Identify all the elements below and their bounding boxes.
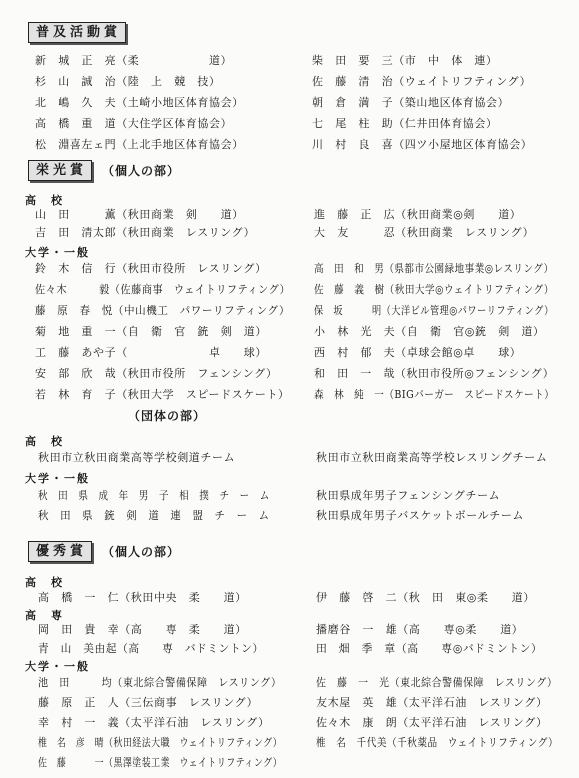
- award-entry: 川 村 良 喜（四ツ小屋地区体育協会）: [312, 138, 533, 151]
- award-entry: 吉 田 清太郎（秋田商業 レスリング）: [35, 226, 256, 239]
- award-entry: 椎 名 彦 晴（秋田経法大職 ウェイトリフティング）: [38, 736, 283, 749]
- award-entry: 岡 田 貴 幸（高 専 柔 道）: [38, 623, 247, 636]
- subhead-daigaku: 大学・一般: [25, 472, 90, 485]
- award-entry: 藤 原 正 人（三伝商事 レスリング）: [38, 696, 259, 709]
- award-entry: 柴 田 要 三（市 中 体 連）: [312, 54, 498, 67]
- award-entry: 椎 名 千代美（千秋薬品 ウェイトリフティング）: [316, 736, 559, 749]
- award-entry: 小 林 光 夫（自 衛 官◎銃 剣 道）: [314, 325, 545, 338]
- award-entry: 友木屋 英 雄（太平洋石油 レスリング）: [316, 696, 548, 709]
- award-entry: 佐々木 毅（佐藤商事 ウェイトリフティング）: [35, 283, 291, 296]
- section-fukyu: [28, 22, 126, 43]
- subhead-koko: 高 校: [25, 194, 64, 207]
- award-entry: 高 田 和 男（県都市公園緑地事業◎レスリング）: [314, 262, 554, 275]
- award-entry: 池 田 均（東北綜合警備保障 レスリング）: [38, 676, 282, 689]
- award-entry: 杉 山 誠 治（陸 上 競 技）: [35, 75, 221, 88]
- award-entry: 工 藤 あや子（ 卓 球）: [35, 346, 267, 359]
- award-entry: 藤 原 春 悦（中山機工 パワーリフティング）: [35, 304, 291, 317]
- subhead-kosen: 高 専: [25, 609, 64, 622]
- award-entry: 新 城 正 亮（柔 道）: [35, 54, 233, 67]
- award-entry: 七 尾 柱 助（仁井田体育協会）: [312, 117, 498, 130]
- award-entry: 播磨谷 一 雄（高 専◎柔 道）: [316, 623, 524, 636]
- award-entry: 佐 藤 一 光（東北綜合警備保障 レスリング）: [316, 676, 558, 689]
- award-entry: 高 橋 一 仁（秋田中央 柔 道）: [38, 591, 247, 604]
- award-entry: 佐 藤 義 樹（秋田大学◎ウェイトリフティング）: [314, 283, 554, 296]
- award-entry: 山 田 薫（秋田商業 剣 道）: [35, 208, 244, 221]
- award-entry: 大 友 忍（秋田商業 レスリング）: [314, 226, 535, 239]
- award-entry: 松 淵喜左ェ門（上北手地区体育協会）: [35, 138, 244, 151]
- award-entry: 保 坂 明（大洋ビル管理◎パワーリフティング）: [314, 304, 554, 317]
- award-entry: 和 田 一 哉（秋田市役所◎フェンシング）: [314, 367, 555, 380]
- award-entry: 秋田県成年男子バスケットボールチーム: [316, 509, 525, 522]
- award-entry: 進 藤 正 広（秋田商業◎剣 道）: [314, 208, 522, 221]
- award-entry: 青 山 美由起（高 専 バドミントン）: [38, 642, 264, 655]
- award-entry: 田 畑 季 章（高 専◎バドミントン）: [316, 642, 543, 655]
- subhead-koko: 高 校: [25, 576, 64, 589]
- award-entry: 秋 田 県 銃 剣 道 連 盟 チ ー ム: [38, 509, 270, 522]
- award-entry: 高 橋 重 道（大住学区体育協会）: [35, 117, 233, 130]
- award-entry: 佐々木 康 朗（太平洋石油 レスリング）: [316, 716, 548, 729]
- subhead-koko: 高 校: [25, 435, 64, 448]
- award-entry: 佐 藤 一（黒澤塗装工業 ウェイトリフティング）: [38, 756, 283, 769]
- award-entry: 西 村 郁 夫（卓球会館◎卓 球）: [314, 346, 522, 359]
- section-title-eiko: 栄光賞: [28, 160, 92, 181]
- award-entry: 森 林 純 一（BIGバーガー スピードスケート）: [314, 388, 555, 401]
- section-sub-team: （団体の部）: [128, 409, 207, 423]
- section-eiko: [28, 160, 180, 181]
- award-entry: 佐 藤 清 治（ウェイトリフティング）: [312, 75, 532, 88]
- section-title-yushu: 優秀賞: [28, 541, 92, 562]
- section-yushu: [28, 541, 180, 562]
- award-entry: 幸 村 一 義（太平洋石油 レスリング）: [38, 716, 270, 729]
- section-sub-individual: （個人の部）: [102, 164, 181, 178]
- award-entry: 伊 藤 啓 二（秋 田 東◎柔 道）: [316, 591, 535, 604]
- section-title-fukyu: 普及活動賞: [28, 22, 126, 43]
- award-entry: 安 部 欣 哉（秋田市役所 フェンシング）: [35, 367, 278, 380]
- subhead-daigaku: 大学・一般: [25, 246, 90, 259]
- award-entry: 若 林 育 子（秋田大学 スピードスケート）: [35, 388, 290, 401]
- award-entry: 鈴 木 信 行（秋田市役所 レスリング）: [35, 262, 267, 275]
- award-entry: 朝 倉 満 子（築山地区体育協会）: [312, 96, 510, 109]
- award-entry: 北 嶋 久 夫（土崎小地区体育協会）: [35, 96, 244, 109]
- award-entry: 秋田市立秋田商業高等学校剣道チーム: [38, 451, 236, 464]
- section-sub-individual-yushu: （個人の部）: [102, 545, 181, 559]
- award-entry: 菊 地 重 一（自 衛 官 銃 剣 道）: [35, 325, 267, 338]
- award-entry: 秋田県成年男子フェンシングチーム: [316, 489, 501, 502]
- award-entry: 秋 田 県 成 年 男 子 相 撲 チ ー ム: [38, 489, 270, 502]
- subhead-daigaku: 大学・一般: [25, 660, 90, 673]
- award-entry: 秋田市立秋田商業高等学校レスリングチーム: [316, 451, 548, 464]
